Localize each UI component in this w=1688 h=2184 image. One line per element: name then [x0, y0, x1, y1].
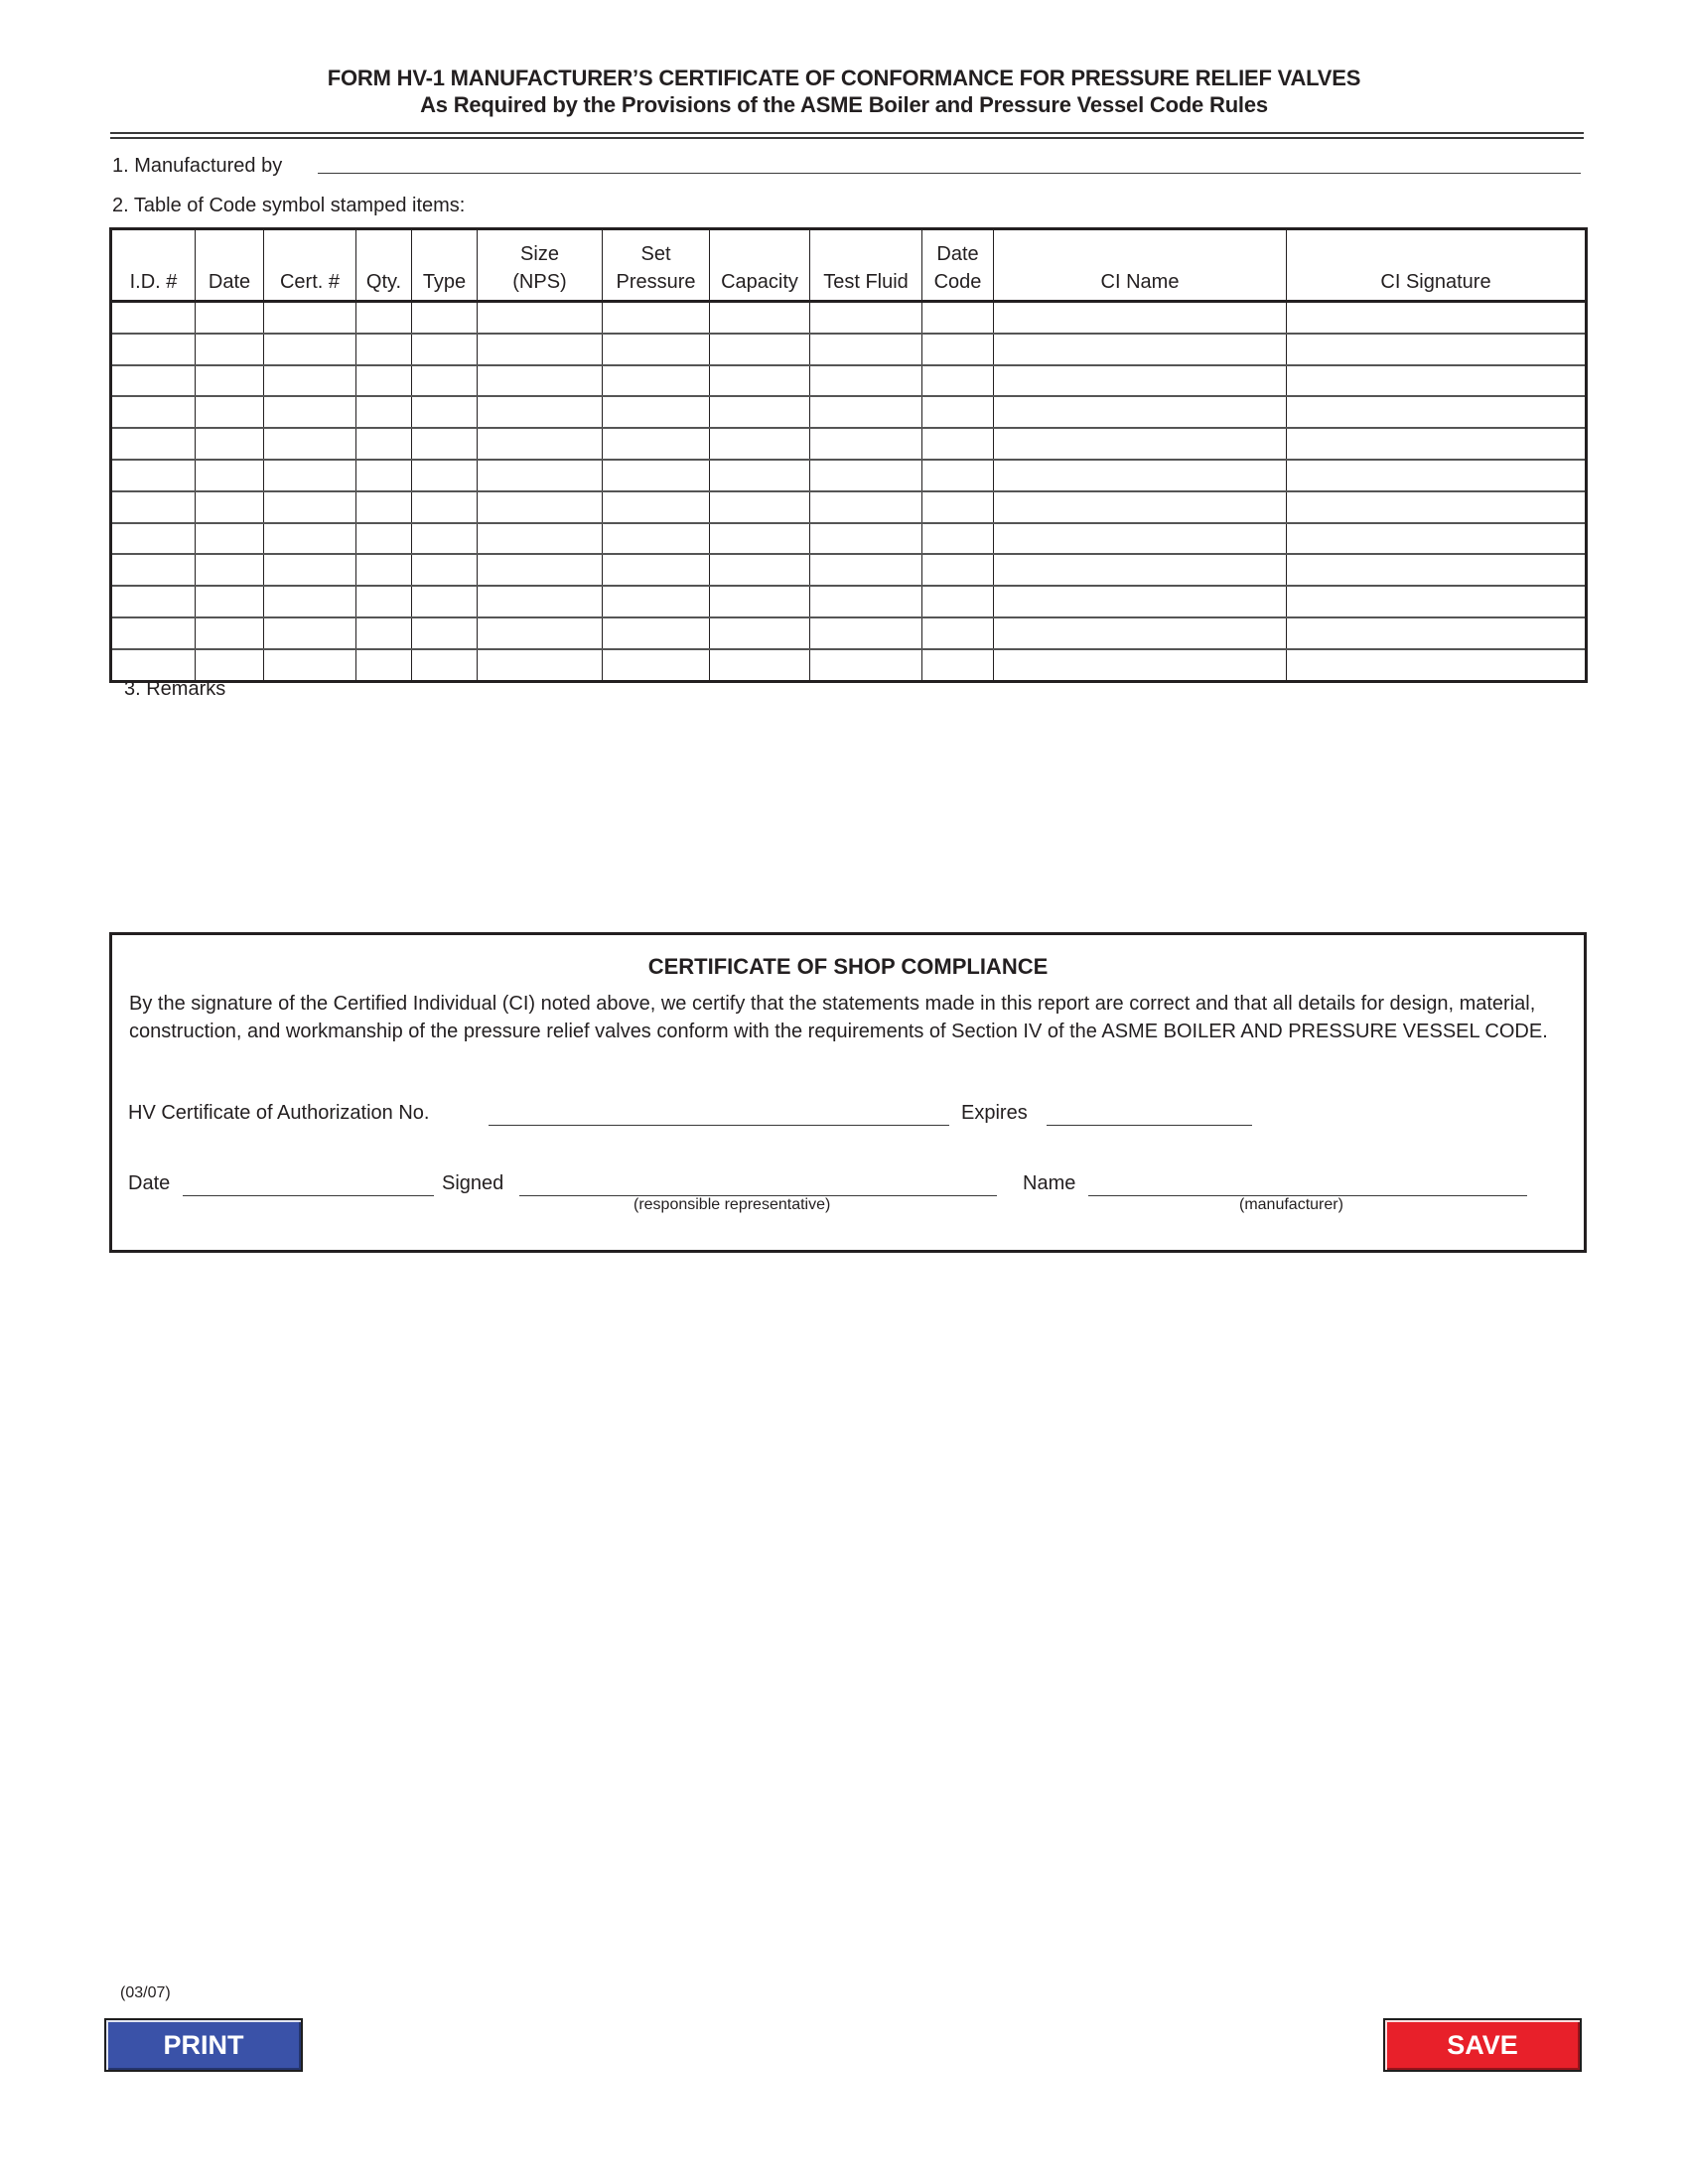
table-cell[interactable]: [356, 396, 412, 428]
table-cell[interactable]: [710, 523, 810, 555]
table-cell[interactable]: [196, 554, 264, 586]
table-cell[interactable]: [810, 396, 922, 428]
table-cell[interactable]: [710, 396, 810, 428]
table-row: [111, 649, 1587, 681]
column-header-line1: [264, 240, 355, 268]
table-cell[interactable]: [478, 334, 603, 365]
table-cell[interactable]: [922, 334, 994, 365]
table-cell[interactable]: [111, 491, 196, 523]
table-row: [111, 586, 1587, 617]
table-cell[interactable]: [264, 365, 356, 397]
table-cell[interactable]: [603, 365, 710, 397]
table-cell[interactable]: [196, 617, 264, 649]
column-header: [922, 229, 994, 302]
table-cell[interactable]: [922, 396, 994, 428]
certificate-statement: By the signature of the Certified Individual (CI) noted above, we certify that the statements made in this report are correct and that all details for design, material, construction, and workmanship of the pressure relief valves conform with the requirements of Section IV of the ASME BOILER AND PRESSURE VESSEL CODE.: [129, 993, 1548, 1042]
column-header-line2: Type: [422, 271, 467, 293]
table-cell[interactable]: [264, 334, 356, 365]
column-header-line2: Cert. #: [279, 271, 341, 293]
table-cell[interactable]: [810, 334, 922, 365]
table-cell[interactable]: [1287, 396, 1587, 428]
column-header: [356, 229, 412, 302]
column-header-line2: Capacity: [721, 271, 798, 293]
table-cell[interactable]: [710, 491, 810, 523]
table-cell[interactable]: [412, 586, 478, 617]
table-cell[interactable]: [111, 649, 196, 681]
table-cell[interactable]: [810, 554, 922, 586]
name-caption: (manufacturer): [1239, 1196, 1343, 1213]
table-cell[interactable]: [111, 523, 196, 555]
column-header: [710, 229, 810, 302]
header-divider-top: [110, 132, 1584, 134]
name-label: Name: [1023, 1172, 1076, 1194]
table-cell[interactable]: [111, 334, 196, 365]
column-header: [196, 229, 264, 302]
date-label: Date: [128, 1172, 171, 1194]
table-cell[interactable]: [810, 428, 922, 460]
column-header-line2: Test Fluid: [823, 271, 909, 293]
table-cell[interactable]: [1287, 617, 1587, 649]
save-button[interactable]: SAVE: [1383, 2018, 1582, 2072]
date-field[interactable]: [183, 1195, 434, 1196]
table-cell[interactable]: [196, 334, 264, 365]
table-cell[interactable]: [264, 586, 356, 617]
table-cell[interactable]: [412, 491, 478, 523]
table-cell[interactable]: [710, 428, 810, 460]
column-header-line1: [356, 240, 411, 268]
table-cell[interactable]: [994, 586, 1287, 617]
form-title: FORM HV-1 MANUFACTURER’S CERTIFICATE OF CONFORMANCE FOR PRESSURE RELIEF VALVES: [327, 66, 1361, 90]
column-header: [412, 229, 478, 302]
table-cell[interactable]: [994, 460, 1287, 491]
table-cell[interactable]: [810, 649, 922, 681]
table-cell[interactable]: [264, 396, 356, 428]
table-cell[interactable]: [994, 428, 1287, 460]
table-cell[interactable]: [1287, 649, 1587, 681]
expires-label: Expires: [961, 1102, 1028, 1124]
table-cell[interactable]: [1287, 460, 1587, 491]
table-cell[interactable]: [603, 428, 710, 460]
table-cell[interactable]: [710, 617, 810, 649]
column-header: [603, 229, 710, 302]
table-cell[interactable]: [478, 460, 603, 491]
column-header-line1: Size: [520, 243, 559, 265]
table-cell[interactable]: [196, 460, 264, 491]
table-row: [111, 523, 1587, 555]
form-revision: (03/07): [120, 1984, 171, 2001]
column-header: [994, 229, 1287, 302]
table-cell[interactable]: [710, 302, 810, 334]
table-cell[interactable]: [810, 365, 922, 397]
table-cell[interactable]: [412, 554, 478, 586]
table-cell[interactable]: [478, 428, 603, 460]
expires-field[interactable]: [1047, 1125, 1252, 1126]
table-cell[interactable]: [710, 334, 810, 365]
table-cell[interactable]: [922, 491, 994, 523]
table-cell[interactable]: [1287, 491, 1587, 523]
table-cell[interactable]: [994, 491, 1287, 523]
table-row: [111, 460, 1587, 491]
column-header-line2: Date: [208, 271, 251, 293]
table-body: [111, 302, 1587, 682]
table-cell[interactable]: [994, 617, 1287, 649]
table-row: [111, 396, 1587, 428]
column-header-line1: [810, 240, 921, 268]
table-cell[interactable]: [111, 396, 196, 428]
authorization-number-field[interactable]: [489, 1125, 949, 1126]
certificate-box: [109, 932, 1587, 1253]
column-header-line1: [196, 240, 263, 268]
table-cell[interactable]: [264, 523, 356, 555]
table-cell[interactable]: [994, 302, 1287, 334]
table-cell[interactable]: [356, 365, 412, 397]
column-header-line1: [412, 240, 477, 268]
manufactured-by-label: 1. Manufactured by: [112, 155, 283, 177]
table-cell[interactable]: [111, 428, 196, 460]
table-row: [111, 617, 1587, 649]
table-cell[interactable]: [603, 649, 710, 681]
table-cell[interactable]: [922, 586, 994, 617]
column-header-line2: Qty.: [365, 271, 402, 293]
signed-label: Signed: [442, 1172, 504, 1194]
column-header-line2: CI Signature: [1380, 271, 1491, 293]
table-cell[interactable]: [196, 428, 264, 460]
column-header: [264, 229, 356, 302]
table-cell[interactable]: [356, 617, 412, 649]
certificate-title: CERTIFICATE OF SHOP COMPLIANCE: [647, 954, 1049, 979]
column-header-line2: I.D. #: [129, 271, 178, 293]
table-cell[interactable]: [478, 617, 603, 649]
column-header-line1: [994, 240, 1286, 268]
table-cell[interactable]: [356, 491, 412, 523]
table-cell[interactable]: [603, 554, 710, 586]
table-cell[interactable]: [196, 365, 264, 397]
table-cell[interactable]: [994, 554, 1287, 586]
table-cell[interactable]: [356, 334, 412, 365]
table-cell[interactable]: [1287, 334, 1587, 365]
remarks-field[interactable]: [124, 707, 1584, 915]
table-cell[interactable]: [111, 460, 196, 491]
table-cell[interactable]: [603, 302, 710, 334]
table-cell[interactable]: [922, 649, 994, 681]
table-cell[interactable]: [603, 460, 710, 491]
table-cell[interactable]: [356, 460, 412, 491]
table-cell[interactable]: [810, 491, 922, 523]
table-cell[interactable]: [810, 302, 922, 334]
table-cell[interactable]: [1287, 428, 1587, 460]
table-cell[interactable]: [412, 365, 478, 397]
table-cell[interactable]: [196, 396, 264, 428]
table-cell[interactable]: [412, 460, 478, 491]
table-cell[interactable]: [922, 460, 994, 491]
table-cell[interactable]: [922, 523, 994, 555]
table-cell[interactable]: [603, 523, 710, 555]
table-cell[interactable]: [196, 491, 264, 523]
table-cell[interactable]: [810, 617, 922, 649]
table-cell[interactable]: [994, 334, 1287, 365]
header-divider-bottom: [110, 137, 1584, 139]
table-cell[interactable]: [196, 302, 264, 334]
column-header-line2: Pressure: [616, 271, 696, 293]
table-cell[interactable]: [478, 396, 603, 428]
table-cell[interactable]: [356, 554, 412, 586]
table-cell[interactable]: [922, 428, 994, 460]
column-header-line1: [112, 240, 195, 268]
table-cell[interactable]: [412, 334, 478, 365]
column-header-line2: Code: [933, 271, 982, 293]
table-cell[interactable]: [810, 586, 922, 617]
table-cell[interactable]: [994, 365, 1287, 397]
manufactured-by-field[interactable]: [318, 173, 1581, 174]
table-cell[interactable]: [1287, 365, 1587, 397]
table-cell[interactable]: [478, 302, 603, 334]
table-cell[interactable]: [994, 649, 1287, 681]
table-cell[interactable]: [710, 365, 810, 397]
column-header-line1: [1287, 240, 1585, 268]
form-subtitle: As Required by the Provisions of the ASME Boiler and Pressure Vessel Code Rules: [420, 92, 1268, 117]
table-cell[interactable]: [603, 334, 710, 365]
table-cell[interactable]: [478, 554, 603, 586]
signed-caption: (responsible representative): [633, 1196, 831, 1213]
column-header: [1287, 229, 1587, 302]
table-row: [111, 491, 1587, 523]
table-row: [111, 334, 1587, 365]
column-header: [111, 229, 196, 302]
table-cell[interactable]: [922, 617, 994, 649]
table-cell[interactable]: [710, 649, 810, 681]
code-table-label: 2. Table of Code symbol stamped items:: [112, 195, 466, 216]
table-cell[interactable]: [356, 302, 412, 334]
table-cell[interactable]: [922, 302, 994, 334]
column-header-line2: CI Name: [1100, 271, 1180, 293]
table-cell[interactable]: [264, 302, 356, 334]
table-cell[interactable]: [196, 586, 264, 617]
table-cell[interactable]: [810, 523, 922, 555]
table-cell[interactable]: [196, 523, 264, 555]
table-cell[interactable]: [196, 649, 264, 681]
column-header-line1: [710, 240, 809, 268]
remarks-label: 3. Remarks: [124, 678, 226, 700]
table-cell[interactable]: [478, 523, 603, 555]
column-header: [478, 229, 603, 302]
table-cell[interactable]: [412, 396, 478, 428]
table-cell[interactable]: [922, 554, 994, 586]
table-cell[interactable]: [994, 396, 1287, 428]
table-cell[interactable]: [111, 302, 196, 334]
table-cell[interactable]: [111, 586, 196, 617]
table-cell[interactable]: [264, 428, 356, 460]
table-cell[interactable]: [710, 460, 810, 491]
table-cell[interactable]: [356, 586, 412, 617]
column-header-line1: Date: [936, 243, 979, 265]
table-cell[interactable]: [264, 460, 356, 491]
table-cell[interactable]: [356, 428, 412, 460]
column-header-line2: (NPS): [512, 271, 567, 293]
table-cell[interactable]: [478, 649, 603, 681]
table-cell[interactable]: [1287, 302, 1587, 334]
table-cell[interactable]: [111, 365, 196, 397]
table-cell[interactable]: [111, 554, 196, 586]
table-cell[interactable]: [603, 491, 710, 523]
table-cell[interactable]: [1287, 586, 1587, 617]
table-row: [111, 365, 1587, 397]
table-cell[interactable]: [478, 491, 603, 523]
table-cell[interactable]: [810, 460, 922, 491]
table-cell[interactable]: [478, 586, 603, 617]
table-cell[interactable]: [264, 491, 356, 523]
table-cell[interactable]: [710, 554, 810, 586]
column-header-line1: Set: [640, 243, 671, 265]
table-row: [111, 428, 1587, 460]
table-cell[interactable]: [356, 523, 412, 555]
table-cell[interactable]: [1287, 523, 1587, 555]
column-header: [810, 229, 922, 302]
table-cell[interactable]: [264, 554, 356, 586]
table-cell[interactable]: [478, 365, 603, 397]
table-cell[interactable]: [603, 586, 710, 617]
table-cell[interactable]: [412, 617, 478, 649]
table-cell[interactable]: [412, 649, 478, 681]
print-button[interactable]: PRINT: [104, 2018, 303, 2072]
table-row: [111, 554, 1587, 586]
table-cell[interactable]: [994, 523, 1287, 555]
table-cell[interactable]: [922, 365, 994, 397]
table-cell[interactable]: [412, 523, 478, 555]
table-header-row: [111, 229, 1587, 302]
table-cell[interactable]: [710, 586, 810, 617]
table-cell[interactable]: [264, 617, 356, 649]
table-cell[interactable]: [412, 428, 478, 460]
table-cell[interactable]: [603, 617, 710, 649]
table-row: [111, 302, 1587, 334]
table-cell[interactable]: [1287, 554, 1587, 586]
table-cell[interactable]: [603, 396, 710, 428]
table-cell[interactable]: [111, 617, 196, 649]
code-items-table: [109, 227, 1588, 683]
table-cell[interactable]: [356, 649, 412, 681]
table-cell[interactable]: [264, 649, 356, 681]
table-cell[interactable]: [412, 302, 478, 334]
authorization-label: HV Certificate of Authorization No.: [128, 1102, 430, 1124]
